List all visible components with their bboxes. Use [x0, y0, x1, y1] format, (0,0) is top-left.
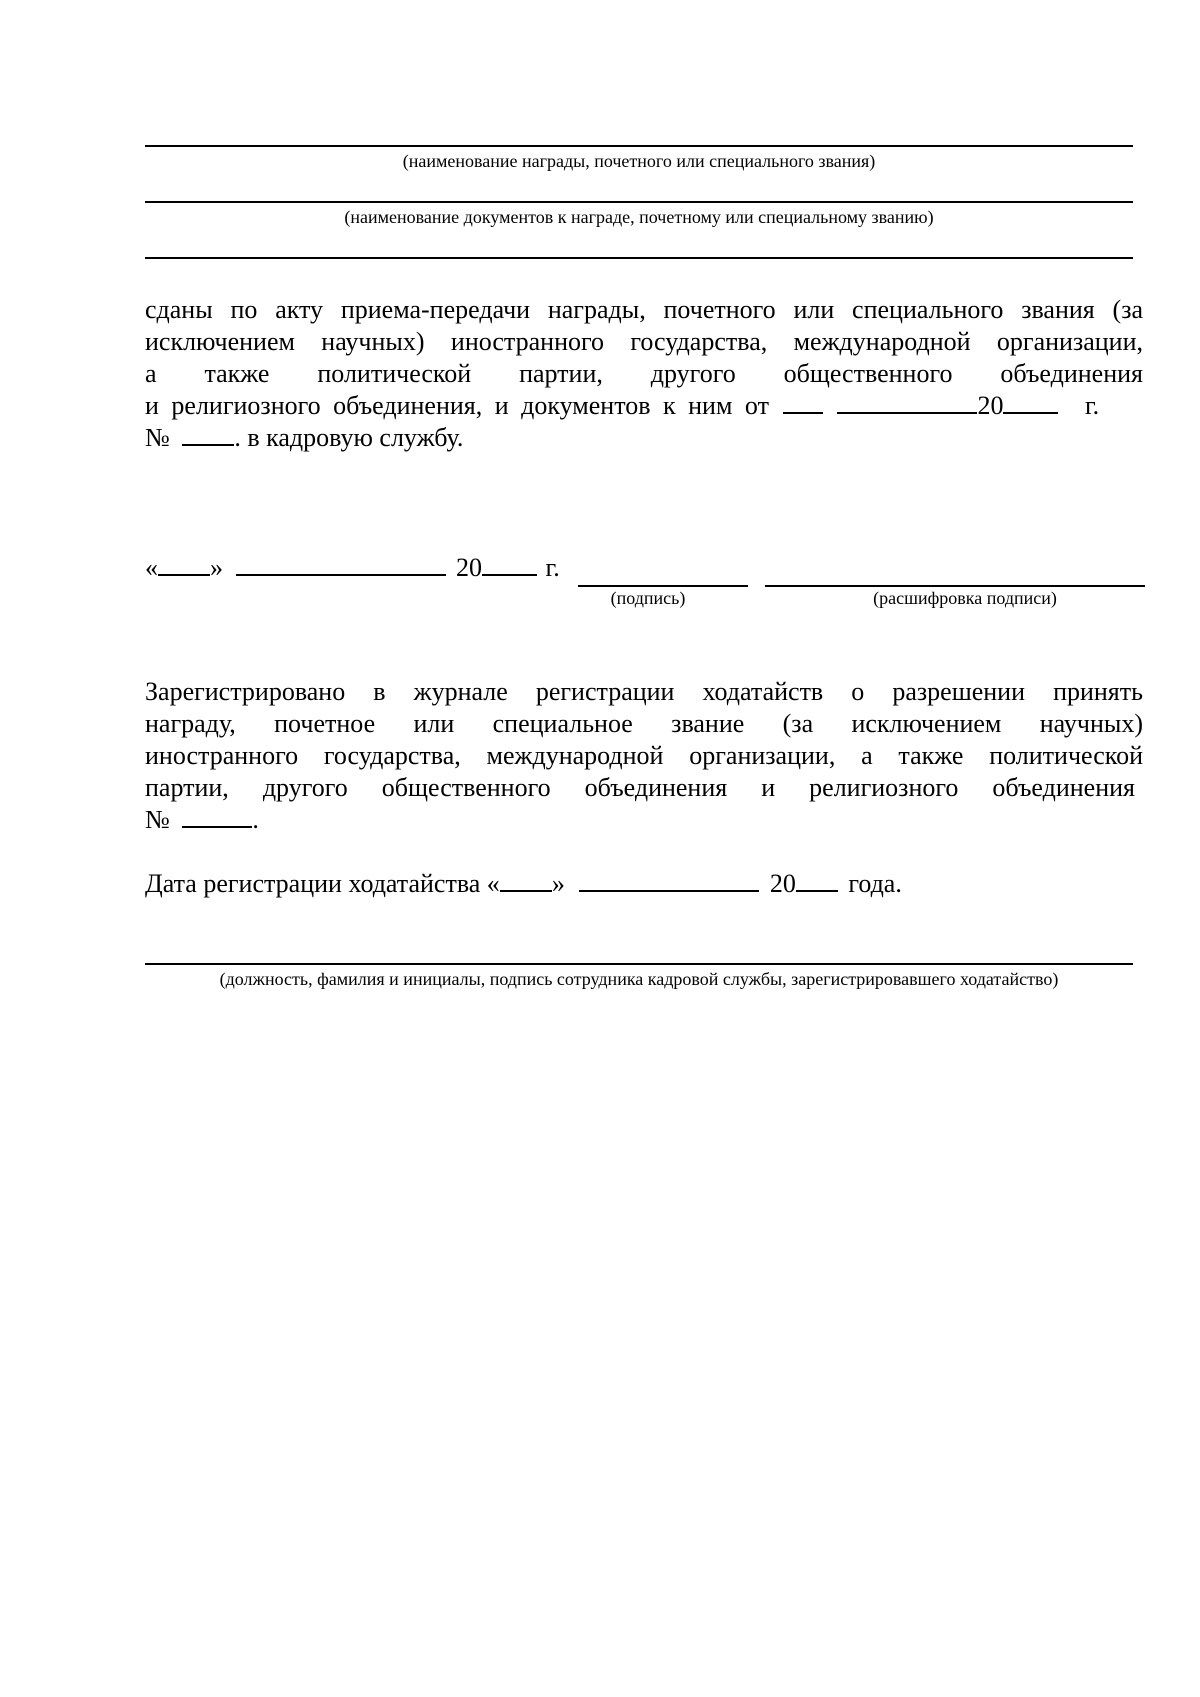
- registration-number-blank[interactable]: [182, 804, 252, 828]
- signature-year-suffix: г.: [545, 553, 560, 582]
- registration-line-3: иностранного государства, международной организации, а также политической: [145, 741, 1143, 770]
- handover-line-5-suffix: . в кадровую службу.: [234, 423, 464, 452]
- handover-year-prefix: 20: [977, 391, 1004, 420]
- registration-line-1: Зарегистрировано в журнале регистрации ходатайств о разрешении принять: [145, 677, 1143, 706]
- handover-year-blank[interactable]: [1003, 390, 1058, 414]
- signature-date-row: [145, 552, 560, 584]
- handover-year-suffix: г.: [1084, 391, 1100, 420]
- registration-month-blank[interactable]: [579, 868, 759, 892]
- registration-paragraph: [145, 676, 1143, 836]
- handover-day-blank[interactable]: [783, 390, 823, 414]
- signature-day-blank[interactable]: [158, 552, 210, 576]
- registration-year-suffix: года.: [848, 869, 902, 898]
- registration-year-prefix: 20: [769, 869, 796, 898]
- registration-line-5: [145, 804, 1143, 836]
- signature-open-quote: «: [145, 553, 158, 582]
- handover-line-2: исключением научных) иностранного государства, международной организации,: [145, 327, 1143, 356]
- handover-number-sign: №: [145, 423, 170, 452]
- award-name-caption: (наименование награды, почетного или специального звания): [402, 151, 876, 171]
- registration-day-blank[interactable]: [500, 868, 552, 892]
- handover-line-5: [145, 422, 1143, 454]
- handover-line-4-prefix: и религиозного объединения, и документов к ним от: [145, 391, 769, 420]
- signature-caption: (подпись): [610, 588, 686, 608]
- award-name-line[interactable]: [145, 145, 1133, 147]
- registrar-line[interactable]: [145, 963, 1133, 965]
- documents-name-caption: (наименование документов к награде, почетному или специальному званию): [344, 207, 934, 227]
- registration-line-2: награду, почетное или специальное звание (за исключением научных): [145, 709, 1143, 738]
- registration-number-sign: №: [145, 805, 170, 834]
- documents-extra-line[interactable]: [145, 257, 1133, 259]
- handover-line-4: [145, 390, 1143, 422]
- registration-date-row: [145, 868, 902, 900]
- registration-date-label: Дата регистрации ходатайства «: [145, 869, 500, 898]
- documents-name-line[interactable]: [145, 201, 1133, 203]
- registration-line-4: партии, другого общественного объединения и религиозного объединения: [145, 773, 1135, 802]
- signature-close-quote: »: [210, 553, 223, 582]
- handover-month-blank[interactable]: [837, 390, 977, 414]
- registration-line-5-suffix: .: [252, 805, 259, 834]
- signature-decoding-caption: (расшифровка подписи): [873, 588, 1057, 608]
- handover-paragraph: [145, 294, 1143, 454]
- registration-year-blank[interactable]: [796, 868, 838, 892]
- signature-year-blank[interactable]: [482, 552, 537, 576]
- signature-year-prefix: 20: [456, 553, 482, 582]
- registrar-caption: (должность, фамилия и инициалы, подпись сотрудника кадровой службы, зарегистрировавшего ходатайство): [219, 969, 1059, 989]
- handover-line-1: сданы по акту приема-передачи награды, почетного или специального звания (за: [145, 295, 1143, 324]
- handover-line-3: а также политической партии, другого общественного объединения: [145, 359, 1143, 388]
- signature-month-blank[interactable]: [236, 552, 446, 576]
- handover-number-blank[interactable]: [182, 422, 234, 446]
- registration-close-quote: »: [551, 869, 565, 898]
